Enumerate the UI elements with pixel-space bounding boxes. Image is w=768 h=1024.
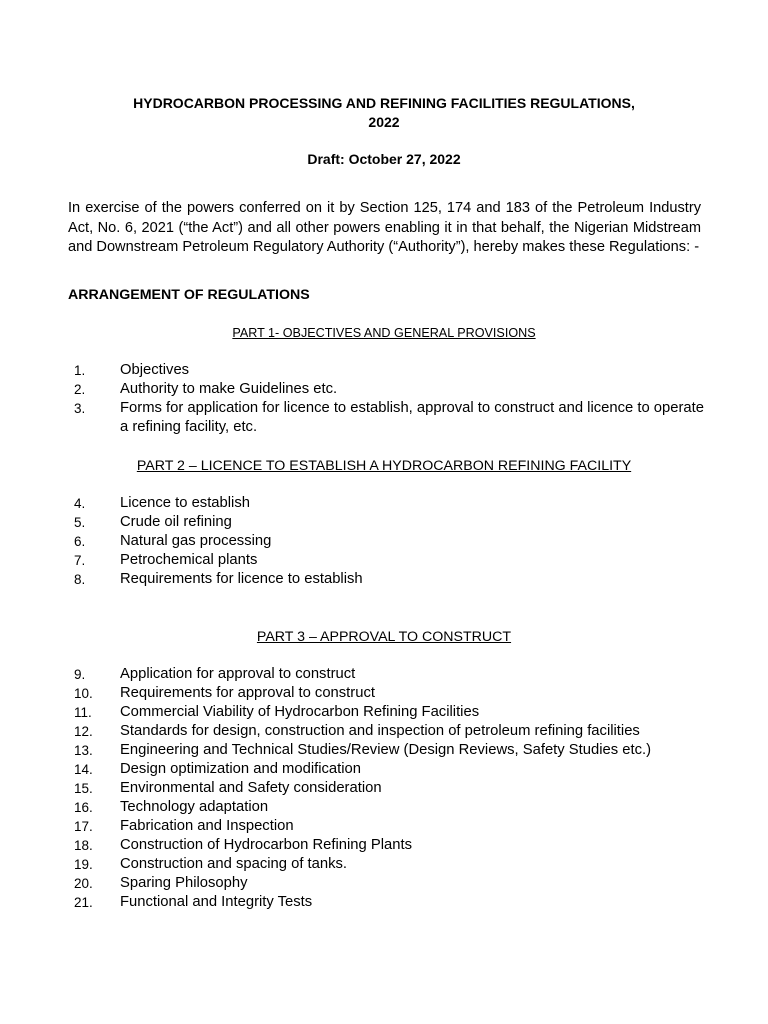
part-2-title: PART 2 – LICENCE TO ESTABLISH A HYDROCARBON REFINING FACILITY [136, 458, 632, 474]
item-text: Crude oil refining [120, 514, 232, 530]
item-number: 2. [74, 382, 86, 397]
list-item [0, 836, 768, 855]
item-text: Construction and spacing of tanks. [120, 856, 348, 872]
part-1-list [0, 361, 768, 437]
item-number: 5. [74, 515, 86, 530]
item-text: Environmental and Safety consideration [120, 780, 382, 796]
item-text: Forms for application for licence to establish, approval to construct and licence to operate a refining facility, etc. [120, 400, 704, 435]
item-number: 6. [74, 534, 86, 549]
item-text: Engineering and Technical Studies/Review (Design Reviews, Safety Studies etc.) [120, 742, 652, 758]
item-text: Petrochemical plants [120, 552, 258, 568]
item-number: 7. [74, 553, 86, 568]
item-number: 12. [74, 724, 93, 739]
list-item [0, 513, 768, 532]
item-text: Standards for design, construction and inspection of petroleum refining facilities [120, 723, 640, 739]
list-item [0, 703, 768, 722]
part-3-title: PART 3 – APPROVAL TO CONSTRUCT [256, 629, 512, 645]
document-title-line-1: HYDROCARBON PROCESSING AND REFINING FACILITIES REGULATIONS, [133, 95, 635, 111]
item-number: 13. [74, 743, 93, 758]
item-text: Construction of Hydrocarbon Refining Plants [120, 837, 412, 853]
list-item [0, 551, 768, 570]
item-number: 1. [74, 363, 86, 378]
list-item [0, 399, 768, 437]
list-item [0, 722, 768, 741]
enacting-clause: In exercise of the powers conferred on it by Section 125, 174 and 183 of the Petroleum Industry Act, No. 6, 2021 (“the Act”) and all other powers enabling it in that behalf, the Nigerian Midstream and Downstream Petroleum Regulatory Authority (“Authority”), hereby makes these Regulations: - [68, 200, 701, 255]
item-text: Functional and Integrity Tests [120, 894, 313, 910]
item-text: Technology adaptation [120, 799, 269, 815]
item-number: 3. [74, 401, 86, 416]
part-3-list [0, 665, 768, 912]
arrangement-heading: ARRANGEMENT OF REGULATIONS [68, 287, 310, 303]
document-title-line-2: 2022 [368, 114, 400, 130]
list-item [0, 570, 768, 589]
item-number: 15. [74, 781, 93, 796]
draft-date: Draft: October 27, 2022 [307, 151, 461, 167]
list-item [0, 684, 768, 703]
list-item [0, 874, 768, 893]
item-text: Requirements for approval to construct [120, 685, 375, 701]
part-1-title: PART 1- OBJECTIVES AND GENERAL PROVISIONS [232, 326, 536, 340]
item-number: 18. [74, 838, 93, 853]
item-text: Requirements for licence to establish [120, 571, 363, 587]
list-item [0, 779, 768, 798]
item-number: 19. [74, 857, 93, 872]
item-text: Sparing Philosophy [120, 875, 248, 891]
item-text: Authority to make Guidelines etc. [120, 381, 338, 397]
item-number: 8. [74, 572, 86, 587]
item-text: Licence to establish [120, 495, 250, 511]
item-number: 4. [74, 496, 86, 511]
item-number: 9. [74, 667, 86, 682]
item-number: 16. [74, 800, 93, 815]
item-number: 10. [74, 686, 93, 701]
list-item [0, 798, 768, 817]
item-number: 21. [74, 895, 93, 910]
list-item [0, 817, 768, 836]
item-text: Commercial Viability of Hydrocarbon Refining Facilities [120, 704, 480, 720]
list-item [0, 494, 768, 513]
list-item [0, 532, 768, 551]
list-item [0, 855, 768, 874]
list-item [0, 665, 768, 684]
item-number: 17. [74, 819, 93, 834]
list-item [0, 361, 768, 380]
item-number: 20. [74, 876, 93, 891]
list-item [0, 760, 768, 779]
item-text: Objectives [120, 362, 190, 378]
item-text: Design optimization and modification [120, 761, 361, 777]
item-text: Natural gas processing [120, 533, 272, 549]
item-number: 11. [74, 705, 92, 720]
item-text: Fabrication and Inspection [120, 818, 294, 834]
list-item [0, 741, 768, 760]
item-number: 14. [74, 762, 93, 777]
list-item [0, 893, 768, 912]
list-item [0, 380, 768, 399]
item-text: Application for approval to construct [120, 666, 356, 682]
part-2-list [0, 494, 768, 589]
